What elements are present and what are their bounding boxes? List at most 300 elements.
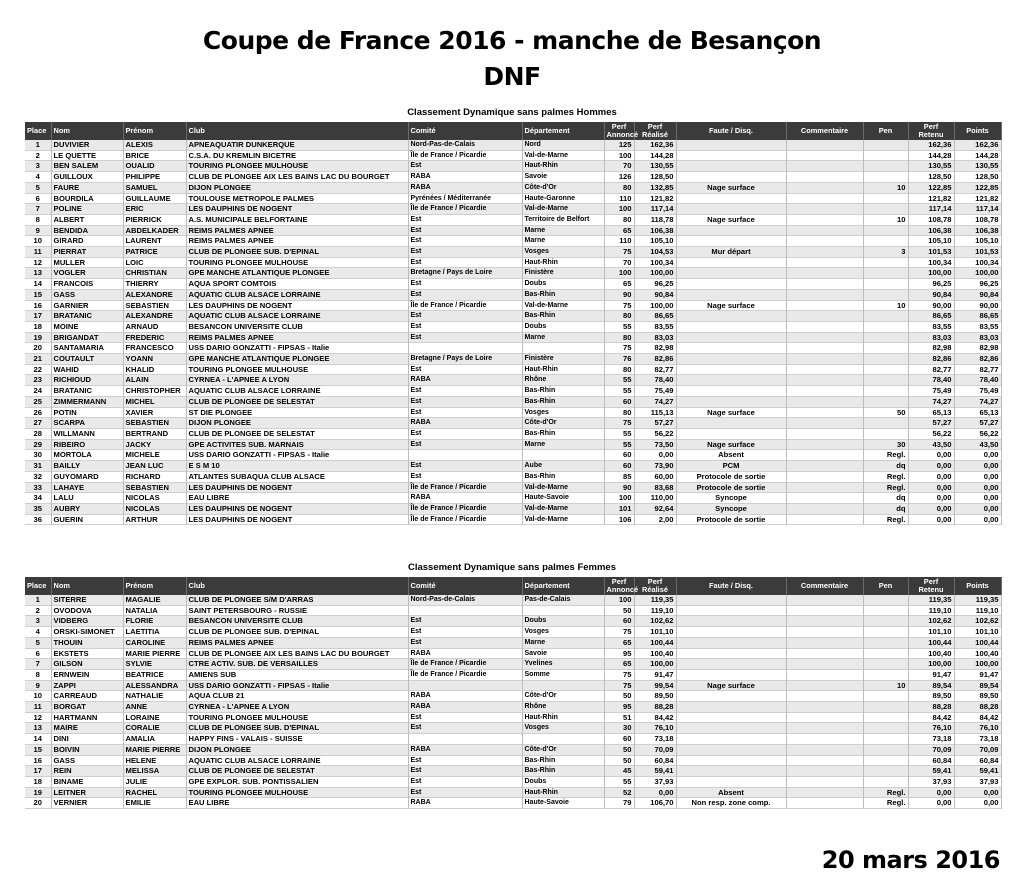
cell-prenom: ALAIN (123, 375, 186, 386)
cell-perf-retenu: 91,47 (908, 669, 954, 680)
cell-nom: ORSKI-SIMONET (51, 627, 123, 638)
cell-prenom: JEAN LUC (123, 461, 186, 472)
cell-comite: Est (408, 321, 522, 332)
cell-perf-realise: 102,62 (634, 616, 676, 627)
cell-departement: Somme (522, 669, 604, 680)
cell-comite: Est (408, 396, 522, 407)
cell-perf-retenu: 90,00 (908, 300, 954, 311)
cell-perf-realise: 99,54 (634, 680, 676, 691)
cell-perf-retenu: 117,14 (908, 204, 954, 215)
cell-place: 4 (25, 172, 51, 183)
cell-pen (863, 140, 908, 150)
cell-points: 0,00 (954, 471, 1001, 482)
cell-place: 1 (25, 140, 51, 150)
cell-perf-realise: 78,40 (634, 375, 676, 386)
cell-perf-realise: 104,53 (634, 247, 676, 258)
cell-commentaire (786, 140, 863, 150)
cell-departement: Yvelines (522, 659, 604, 670)
cell-departement: Haut-Rhin (522, 161, 604, 172)
cell-pen (863, 637, 908, 648)
cell-perf-annonce: 100 (604, 204, 634, 215)
cell-perf-annonce: 75 (604, 247, 634, 258)
cell-departement: Aube (522, 461, 604, 472)
cell-nom: SITERRE (51, 595, 123, 605)
cell-points: 162,36 (954, 140, 1001, 150)
cell-nom: BORGAT (51, 702, 123, 713)
cell-perf-retenu: 82,98 (908, 343, 954, 354)
cell-perf-realise: 100,40 (634, 648, 676, 659)
cell-perf-realise: 96,25 (634, 279, 676, 290)
header-row (25, 577, 1001, 595)
cell-place: 2 (25, 150, 51, 161)
cell-commentaire (786, 514, 863, 525)
cell-commentaire (786, 702, 863, 713)
cell-points: 108,78 (954, 214, 1001, 225)
table-row (25, 204, 1001, 215)
cell-prenom: SEBASTIEN (123, 418, 186, 429)
cell-pen (863, 311, 908, 322)
cell-departement: Vosges (522, 247, 604, 258)
cell-perf-retenu: 0,00 (908, 482, 954, 493)
cell-club: AQUATIC CLUB ALSACE LORRAINE (186, 289, 408, 300)
cell-nom: OVODOVA (51, 605, 123, 616)
cell-perf-retenu: 108,78 (908, 214, 954, 225)
cell-departement: Savoie (522, 648, 604, 659)
cell-departement: Marne (522, 236, 604, 247)
cell-points: 56,22 (954, 428, 1001, 439)
cell-pen (863, 723, 908, 734)
cell-departement: Val-de-Marne (522, 204, 604, 215)
cell-comite: Est (408, 311, 522, 322)
cell-club: CLUB DE PLONGEE AIX LES BAINS LAC DU BOURGET (186, 648, 408, 659)
cell-perf-annonce: 76 (604, 354, 634, 365)
cell-prenom: NICOLAS (123, 493, 186, 504)
cell-commentaire (786, 193, 863, 204)
cell-club: CLUB DE PLONGEE SUB. D'EPINAL (186, 247, 408, 258)
cell-perf-realise: 130,55 (634, 161, 676, 172)
cell-perf-annonce: 80 (604, 364, 634, 375)
cell-club: CLUB DE PLONGEE DE SELESTAT (186, 766, 408, 777)
cell-points: 70,09 (954, 744, 1001, 755)
cell-club: APNEAQUATIR DUNKERQUE (186, 140, 408, 150)
cell-place: 14 (25, 734, 51, 745)
cell-place: 16 (25, 300, 51, 311)
cell-club: REIMS PALMES APNEE (186, 332, 408, 343)
cell-prenom: SEBASTIEN (123, 300, 186, 311)
cell-place: 28 (25, 428, 51, 439)
cell-nom: GUYOMARD (51, 471, 123, 482)
cell-nom: VOGLER (51, 268, 123, 279)
cell-comite: Île de France / Picardie (408, 204, 522, 215)
cell-departement: Bas-Rhin (522, 311, 604, 322)
cell-points: 82,98 (954, 343, 1001, 354)
cell-nom: BOIVIN (51, 744, 123, 755)
cell-prenom: ANNE (123, 702, 186, 713)
cell-perf-annonce: 55 (604, 428, 634, 439)
cell-commentaire (786, 482, 863, 493)
cell-place: 26 (25, 407, 51, 418)
table-row (25, 375, 1001, 386)
cell-comite: Est (408, 279, 522, 290)
cell-perf-retenu: 101,53 (908, 247, 954, 258)
cell-perf-annonce: 110 (604, 236, 634, 247)
cell-perf-realise: 2,00 (634, 514, 676, 525)
cell-perf-retenu: 0,00 (908, 461, 954, 472)
cell-pen (863, 766, 908, 777)
cell-comite: Île de France / Picardie (408, 482, 522, 493)
cell-pen: Regl. (863, 482, 908, 493)
table-row (25, 514, 1001, 525)
cell-points: 122,85 (954, 182, 1001, 193)
cell-prenom: PATRICE (123, 247, 186, 258)
cell-perf-realise: 84,42 (634, 712, 676, 723)
cell-perf-realise: 70,09 (634, 744, 676, 755)
cell-club: TOURING PLONGEE MULHOUSE (186, 257, 408, 268)
cell-commentaire (786, 354, 863, 365)
cell-perf-annonce: 65 (604, 279, 634, 290)
table-row (25, 493, 1001, 504)
cell-commentaire (786, 766, 863, 777)
cell-prenom: ABDELKADER (123, 225, 186, 236)
cell-nom: THOUIN (51, 637, 123, 648)
cell-prenom: LORAINE (123, 712, 186, 723)
cell-prenom: PHILIPPE (123, 172, 186, 183)
cell-perf-realise: 83,55 (634, 321, 676, 332)
cell-place: 31 (25, 461, 51, 472)
cell-perf-annonce: 101 (604, 503, 634, 514)
cell-departement: Bas-Rhin (522, 755, 604, 766)
cell-commentaire (786, 659, 863, 670)
cell-comite: Est (408, 364, 522, 375)
cell-perf-realise: 110,00 (634, 493, 676, 504)
cell-nom: LAHAYE (51, 482, 123, 493)
cell-points: 0,00 (954, 787, 1001, 798)
cell-departement: Marne (522, 439, 604, 450)
table-row (25, 680, 1001, 691)
cell-comite: Est (408, 766, 522, 777)
cell-faute: Nage surface (676, 300, 786, 311)
cell-perf-realise: 83,68 (634, 482, 676, 493)
cell-perf-retenu: 0,00 (908, 493, 954, 504)
cell-comite (408, 450, 522, 461)
cell-perf-retenu: 57,27 (908, 418, 954, 429)
cell-perf-annonce: 45 (604, 766, 634, 777)
cell-points: 0,00 (954, 461, 1001, 472)
cell-comite: Est (408, 471, 522, 482)
cell-points: 0,00 (954, 514, 1001, 525)
cell-faute: Syncope (676, 503, 786, 514)
cell-comite (408, 734, 522, 745)
cell-pen: 10 (863, 214, 908, 225)
cell-perf-retenu: 37,93 (908, 776, 954, 787)
cell-faute (676, 236, 786, 247)
cell-perf-retenu: 59,41 (908, 766, 954, 777)
table-row (25, 439, 1001, 450)
cell-perf-realise: 73,50 (634, 439, 676, 450)
cell-prenom: FREDERIC (123, 332, 186, 343)
cell-comite: Pyrénées / Méditerranée (408, 193, 522, 204)
cell-departement: Bas-Rhin (522, 428, 604, 439)
cell-pen (863, 354, 908, 365)
section-title-hommes: Classement Dynamique sans palmes Hommes (407, 107, 617, 118)
cell-nom: WAHID (51, 364, 123, 375)
cell-nom: FAURE (51, 182, 123, 193)
cell-perf-retenu: 102,62 (908, 616, 954, 627)
cell-departement: Val-de-Marne (522, 482, 604, 493)
cell-prenom: HELENE (123, 755, 186, 766)
cell-departement: Pas-de-Calais (522, 595, 604, 605)
table-row (25, 300, 1001, 311)
cell-perf-retenu: 82,86 (908, 354, 954, 365)
cell-faute (676, 321, 786, 332)
cell-perf-retenu: 65,13 (908, 407, 954, 418)
cell-faute (676, 354, 786, 365)
cell-faute (676, 744, 786, 755)
cell-comite: Île de France / Picardie (408, 659, 522, 670)
cell-departement: Savoie (522, 172, 604, 183)
cell-place: 8 (25, 214, 51, 225)
table-row (25, 637, 1001, 648)
cell-perf-annonce: 60 (604, 616, 634, 627)
cell-place: 32 (25, 471, 51, 482)
cell-place: 7 (25, 204, 51, 215)
header-prenom: Prénom (123, 577, 186, 595)
table-row (25, 712, 1001, 723)
cell-points: 117,14 (954, 204, 1001, 215)
cell-perf-retenu: 121,82 (908, 193, 954, 204)
cell-departement: Vosges (522, 627, 604, 638)
cell-nom: REIN (51, 766, 123, 777)
cell-perf-annonce: 80 (604, 407, 634, 418)
cell-perf-retenu: 73,18 (908, 734, 954, 745)
header-pen: Pen (863, 122, 908, 140)
cell-perf-annonce: 55 (604, 321, 634, 332)
cell-prenom: AMALIA (123, 734, 186, 745)
table-row (25, 236, 1001, 247)
cell-departement: Haut-Rhin (522, 712, 604, 723)
table-row (25, 734, 1001, 745)
cell-nom: GUERIN (51, 514, 123, 525)
cell-perf-retenu: 74,27 (908, 396, 954, 407)
cell-faute: Protocole de sortie (676, 471, 786, 482)
cell-pen (863, 257, 908, 268)
cell-place: 13 (25, 723, 51, 734)
cell-perf-realise: 100,00 (634, 268, 676, 279)
cell-faute (676, 659, 786, 670)
cell-place: 12 (25, 257, 51, 268)
cell-commentaire (786, 311, 863, 322)
cell-commentaire (786, 637, 863, 648)
cell-perf-realise: 144,28 (634, 150, 676, 161)
cell-faute (676, 193, 786, 204)
cell-place: 15 (25, 289, 51, 300)
cell-club: USS DARIO GONZATTI - FIPSAS - Italie (186, 343, 408, 354)
cell-perf-realise: 89,50 (634, 691, 676, 702)
cell-club: LES DAUPHINS DE NOGENT (186, 482, 408, 493)
cell-club: GPE MANCHE ATLANTIQUE PLONGEE (186, 354, 408, 365)
table-row (25, 247, 1001, 258)
cell-place: 33 (25, 482, 51, 493)
cell-comite: RABA (408, 798, 522, 809)
cell-points: 73,18 (954, 734, 1001, 745)
cell-perf-annonce: 50 (604, 744, 634, 755)
cell-perf-annonce: 50 (604, 691, 634, 702)
cell-prenom: ERIC (123, 204, 186, 215)
cell-club: CYRNEA - L'APNEE A LYON (186, 702, 408, 713)
cell-faute: Absent (676, 787, 786, 798)
cell-points: 83,55 (954, 321, 1001, 332)
header-comite: Comité (408, 122, 522, 140)
header-departement: Département (522, 577, 604, 595)
cell-comite: Est (408, 386, 522, 397)
cell-place: 7 (25, 659, 51, 670)
cell-commentaire (786, 214, 863, 225)
cell-faute: Nage surface (676, 680, 786, 691)
header-perf-annonce: Perf Annoncé (604, 122, 634, 140)
table-row (25, 140, 1001, 150)
cell-nom: ZAPPI (51, 680, 123, 691)
cell-departement: Doubs (522, 776, 604, 787)
cell-place: 23 (25, 375, 51, 386)
cell-prenom: MELISSA (123, 766, 186, 777)
cell-pen (863, 332, 908, 343)
cell-nom: GASS (51, 289, 123, 300)
cell-prenom: BERTRAND (123, 428, 186, 439)
table-row (25, 776, 1001, 787)
cell-commentaire (786, 744, 863, 755)
cell-prenom: MAGALIE (123, 595, 186, 605)
cell-comite: Nord-Pas-de-Calais (408, 595, 522, 605)
document-subtitle: DNF (483, 62, 541, 91)
cell-club: EAU LIBRE (186, 493, 408, 504)
cell-points: 86,65 (954, 311, 1001, 322)
cell-comite: Est (408, 627, 522, 638)
cell-pen (863, 616, 908, 627)
cell-place: 8 (25, 669, 51, 680)
cell-pen (863, 375, 908, 386)
cell-commentaire (786, 734, 863, 745)
cell-club: HAPPY FINS - VALAIS - SUISSE (186, 734, 408, 745)
cell-prenom: EMILIE (123, 798, 186, 809)
cell-perf-annonce: 125 (604, 140, 634, 150)
cell-place: 14 (25, 279, 51, 290)
cell-nom: SANTAMARIA (51, 343, 123, 354)
cell-club: LES DAUPHINS DE NOGENT (186, 514, 408, 525)
cell-commentaire (786, 236, 863, 247)
cell-commentaire (786, 493, 863, 504)
cell-faute (676, 627, 786, 638)
cell-points: 106,38 (954, 225, 1001, 236)
cell-comite: RABA (408, 375, 522, 386)
cell-perf-retenu: 88,28 (908, 702, 954, 713)
cell-commentaire (786, 396, 863, 407)
cell-club: REIMS PALMES APNEE (186, 225, 408, 236)
cell-perf-retenu: 105,10 (908, 236, 954, 247)
cell-departement: Haute-Garonne (522, 193, 604, 204)
cell-faute (676, 225, 786, 236)
cell-club: AQUA CLUB 21 (186, 691, 408, 702)
cell-prenom: LAURENT (123, 236, 186, 247)
cell-place: 34 (25, 493, 51, 504)
cell-departement: Rhône (522, 702, 604, 713)
cell-perf-realise: 0,00 (634, 787, 676, 798)
cell-perf-retenu: 100,44 (908, 637, 954, 648)
cell-club: REIMS PALMES APNEE (186, 637, 408, 648)
cell-departement: Côte-d'Or (522, 418, 604, 429)
cell-perf-annonce: 60 (604, 396, 634, 407)
cell-perf-realise: 57,27 (634, 418, 676, 429)
cell-prenom: THIERRY (123, 279, 186, 290)
cell-prenom: MARIE PIERRE (123, 744, 186, 755)
table-row (25, 268, 1001, 279)
header-perf-retenu: Perf Retenu (908, 577, 954, 595)
cell-departement (522, 343, 604, 354)
cell-comite: Est (408, 755, 522, 766)
cell-pen: 10 (863, 182, 908, 193)
cell-points: 74,27 (954, 396, 1001, 407)
cell-pen (863, 669, 908, 680)
cell-nom: MORTOLA (51, 450, 123, 461)
cell-perf-realise: 59,41 (634, 766, 676, 777)
cell-nom: COUTAULT (51, 354, 123, 365)
cell-perf-annonce: 100 (604, 268, 634, 279)
cell-commentaire (786, 247, 863, 258)
cell-pen (863, 648, 908, 659)
cell-prenom: JULIE (123, 776, 186, 787)
cell-club: TOURING PLONGEE MULHOUSE (186, 364, 408, 375)
event-date: 20 mars 2016 (821, 846, 1000, 874)
cell-place: 3 (25, 616, 51, 627)
cell-perf-realise: 82,86 (634, 354, 676, 365)
cell-perf-realise: 119,10 (634, 605, 676, 616)
cell-nom: DUVIVIER (51, 140, 123, 150)
cell-perf-realise: 75,49 (634, 386, 676, 397)
table-row (25, 279, 1001, 290)
cell-pen (863, 279, 908, 290)
cell-pen: Regl. (863, 471, 908, 482)
cell-perf-retenu: 56,22 (908, 428, 954, 439)
cell-perf-realise: 106,70 (634, 798, 676, 809)
cell-perf-annonce: 75 (604, 627, 634, 638)
cell-perf-realise: 56,22 (634, 428, 676, 439)
cell-perf-retenu: 83,55 (908, 321, 954, 332)
cell-comite: Est (408, 332, 522, 343)
cell-pen (863, 712, 908, 723)
cell-prenom: MICHEL (123, 396, 186, 407)
table-row (25, 595, 1001, 605)
cell-points: 65,13 (954, 407, 1001, 418)
cell-nom: FRANCOIS (51, 279, 123, 290)
table-row (25, 691, 1001, 702)
cell-commentaire (786, 776, 863, 787)
table-row (25, 428, 1001, 439)
cell-points: 0,00 (954, 482, 1001, 493)
cell-perf-realise: 83,03 (634, 332, 676, 343)
cell-commentaire (786, 691, 863, 702)
cell-club: C.S.A. DU KREMLIN BICETRE (186, 150, 408, 161)
table-row (25, 616, 1001, 627)
cell-perf-realise: 76,10 (634, 723, 676, 734)
cell-points: 88,28 (954, 702, 1001, 713)
cell-club: AMIENS SUB (186, 669, 408, 680)
cell-perf-annonce: 70 (604, 257, 634, 268)
cell-departement: Marne (522, 332, 604, 343)
table-row (25, 482, 1001, 493)
cell-departement: Bas-Rhin (522, 396, 604, 407)
cell-perf-annonce: 90 (604, 482, 634, 493)
cell-nom: BEN SALEM (51, 161, 123, 172)
table-row (25, 755, 1001, 766)
